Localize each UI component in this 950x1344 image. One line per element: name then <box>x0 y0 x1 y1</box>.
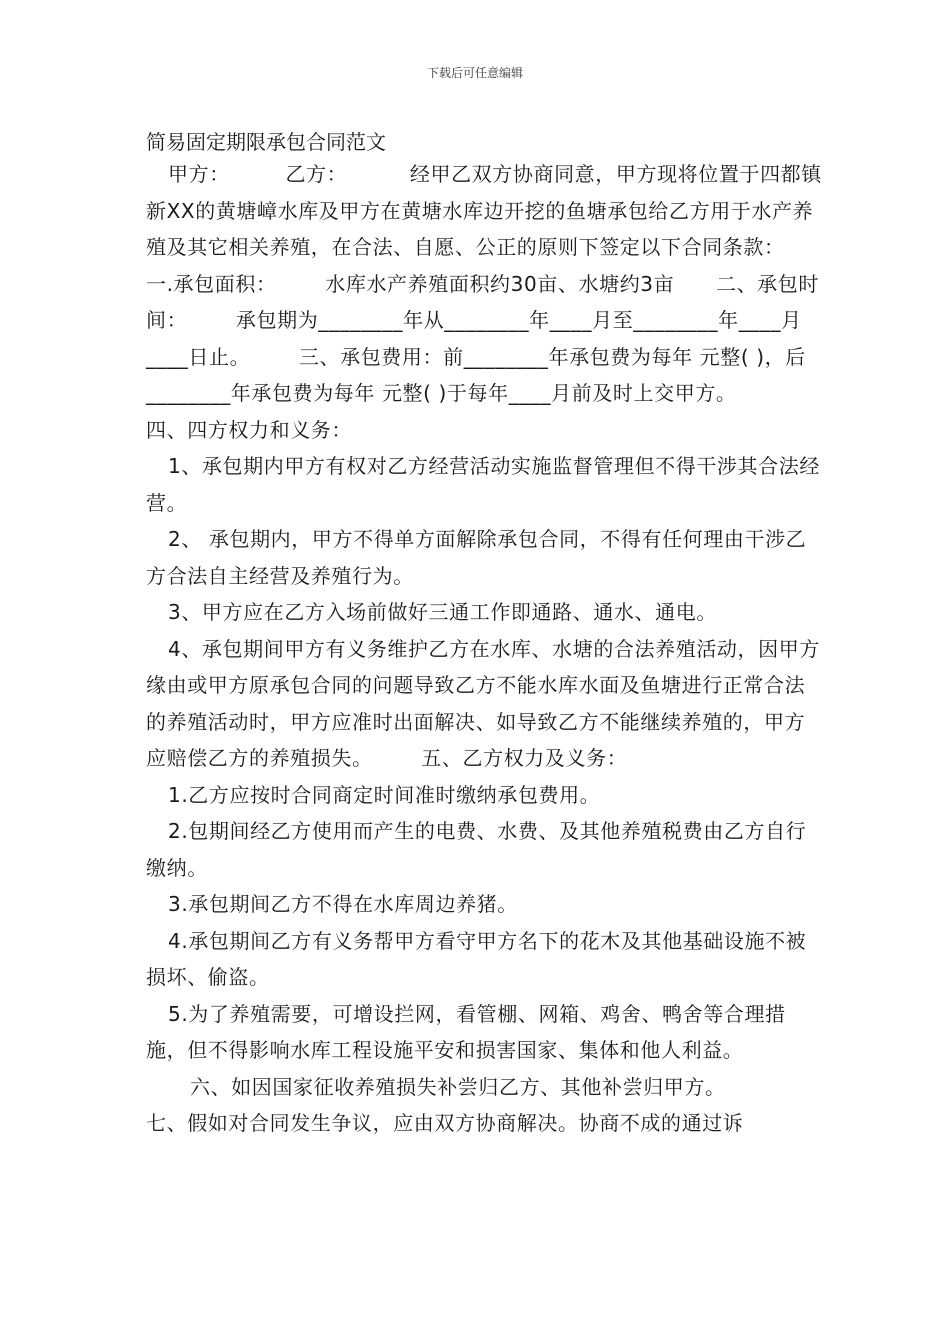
document-body <box>146 156 834 1142</box>
paragraph-party-b-2: 2.包期间经乙方使用而产生的电费、水费、及其他养殖税费由乙方自行缴纳。 <box>146 819 807 880</box>
paragraph-party-a-3: 3、甲方应在乙方入场前做好三通工作即通路、通水、通电。 <box>168 600 717 624</box>
paragraph-party-b-5: 5.为了养殖需要，可增设拦网，看管棚、网箱、鸡舍、鸭舍等合理措施，但不得影响水库工程设施平安和损害国家、集体和他人利益。 <box>146 1001 786 1062</box>
paragraph-party-a-2: 2、 承包期内，甲方不得单方面解除承包合同，不得有任何理由干涉乙方合法自主经营及养殖行为。 <box>146 527 807 588</box>
paragraph-party-b-4: 4.承包期间乙方有义务帮甲方看守甲方名下的花木及其他基础设施不被损坏、偷盗。 <box>146 928 807 989</box>
paragraph-intro: 甲方： 乙方： 经甲乙双方协商同意，甲方现将位置于四都镇新XX的黄塘嶂水库及甲方在黄塘水库边开挖的鱼塘承包给乙方用于水产养殖及其它相关养殖，在合法、自愿、公正的原则下签定以下合同条款： 一.承包面积： 水库水产养殖面积约30亩、水塘约3亩 二、承包时间： 承包期为________年从________年____月至________年____月____日止。 三、承包费用：前________年承包费为每年 元整( )，后________年承包费为每年 元整( )于每年____月前及时上交甲方。 四、四方权力和义务： <box>146 162 834 442</box>
document-title: 简易固定期限承包合同范文 <box>146 130 386 154</box>
page-header: 下载后可任意编辑 <box>426 66 523 80</box>
paragraph-party-b-3: 3.承包期间乙方不得在水库周边养猪。 <box>168 892 518 916</box>
paragraph-party-a-4: 4、承包期间甲方有义务维护乙方在水库、水塘的合法养殖活动，因甲方缘由或甲方原承包合同的问题导致乙方不能水库水面及鱼塘进行正常合法的养殖活动时，甲方应准时出面解决、如导致乙方不能继续养殖的，甲方应赔偿乙方的养殖损失。 五、乙方权力及义务： <box>146 636 820 770</box>
paragraph-section-6: 六、如因国家征收养殖损失补尝归乙方、其他补尝归甲方。 <box>190 1074 726 1099</box>
paragraph-party-a-1: 1、承包期内甲方有权对乙方经营活动实施监督管理但不得干涉其合法经营。 <box>146 454 820 515</box>
paragraph-party-b-1: 1.乙方应按时合同商定时间准时缴纳承包费用。 <box>168 782 601 807</box>
paragraph-section-7: 七、假如对合同发生争议，应由双方协商解决。协商不成的通过诉 <box>146 1111 744 1135</box>
